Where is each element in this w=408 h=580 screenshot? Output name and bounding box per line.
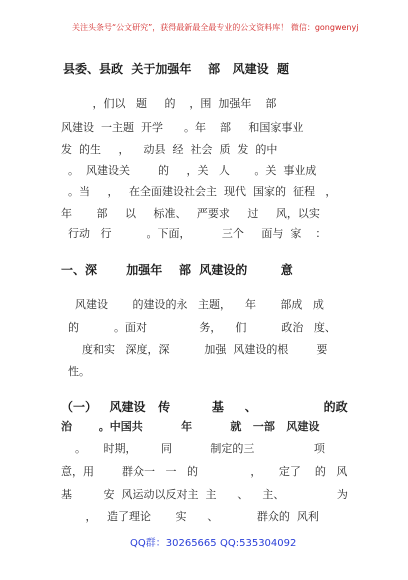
paragraph-line: 。 时期， 同 制定的三 项 xyxy=(61,442,325,455)
paragraph-line: ， 造了理论 实 、 群众的 风利 xyxy=(61,510,319,523)
footer-qq-number: QQ:535304092 xyxy=(220,538,297,549)
paragraph-line: 性。 xyxy=(61,365,90,378)
paragraph-line: 的 。面对 务， 们 政治 度、 xyxy=(61,321,336,334)
paragraph-line: 治 。中国共 年 就 一部 风建设 xyxy=(61,420,320,433)
paragraph-line: 发 的生 ， 动县 经 社会 质 发 的中 xyxy=(61,143,278,156)
section-heading: 一、深 加强年 部 风建设的 意 xyxy=(61,263,293,277)
subsection-heading: （一） 风建设 传 基 、 的政 xyxy=(61,400,348,414)
paragraph-line: 意，用 群众一 一 的 ， 定了 的 风 xyxy=(61,465,348,478)
document-title: 县委、县政 关于加强年 部 风建设 题 xyxy=(63,62,289,76)
header-banner: 关注头条号“公文研究”，获得最新最全最专业的公文资料库！ 微信：gongwenyj xyxy=(72,23,359,32)
paragraph-line: 年 部 以 标准、 严要求 过 风，以实 xyxy=(61,207,320,220)
paragraph-line: 基 安 风运动以反对主 主 、 主、 为 xyxy=(61,488,348,501)
paragraph-line: 行动 行 。下面， 三个 面与 家 ： xyxy=(61,227,327,240)
paragraph-line: ，们以 题 的 ，围 加强年 部 xyxy=(61,97,277,110)
paragraph-line: 度和实 深度，深 加强 风建设的根 要 xyxy=(61,343,328,356)
paragraph-line: 风建设 的建设的永 主题， 年 部成 成 xyxy=(61,298,324,311)
paragraph-line: 。 风建设关 的 ，关 人 。关 事业成 xyxy=(61,164,317,177)
paragraph-line: 风建设 一主题 开学 。年 部 和国家事业 xyxy=(61,121,304,134)
footer-qq-group: QQ群：30265665 xyxy=(130,538,217,549)
paragraph-line: 。当 ， 在全面建设社会主 现代 国家的 征程 ， xyxy=(61,185,337,198)
